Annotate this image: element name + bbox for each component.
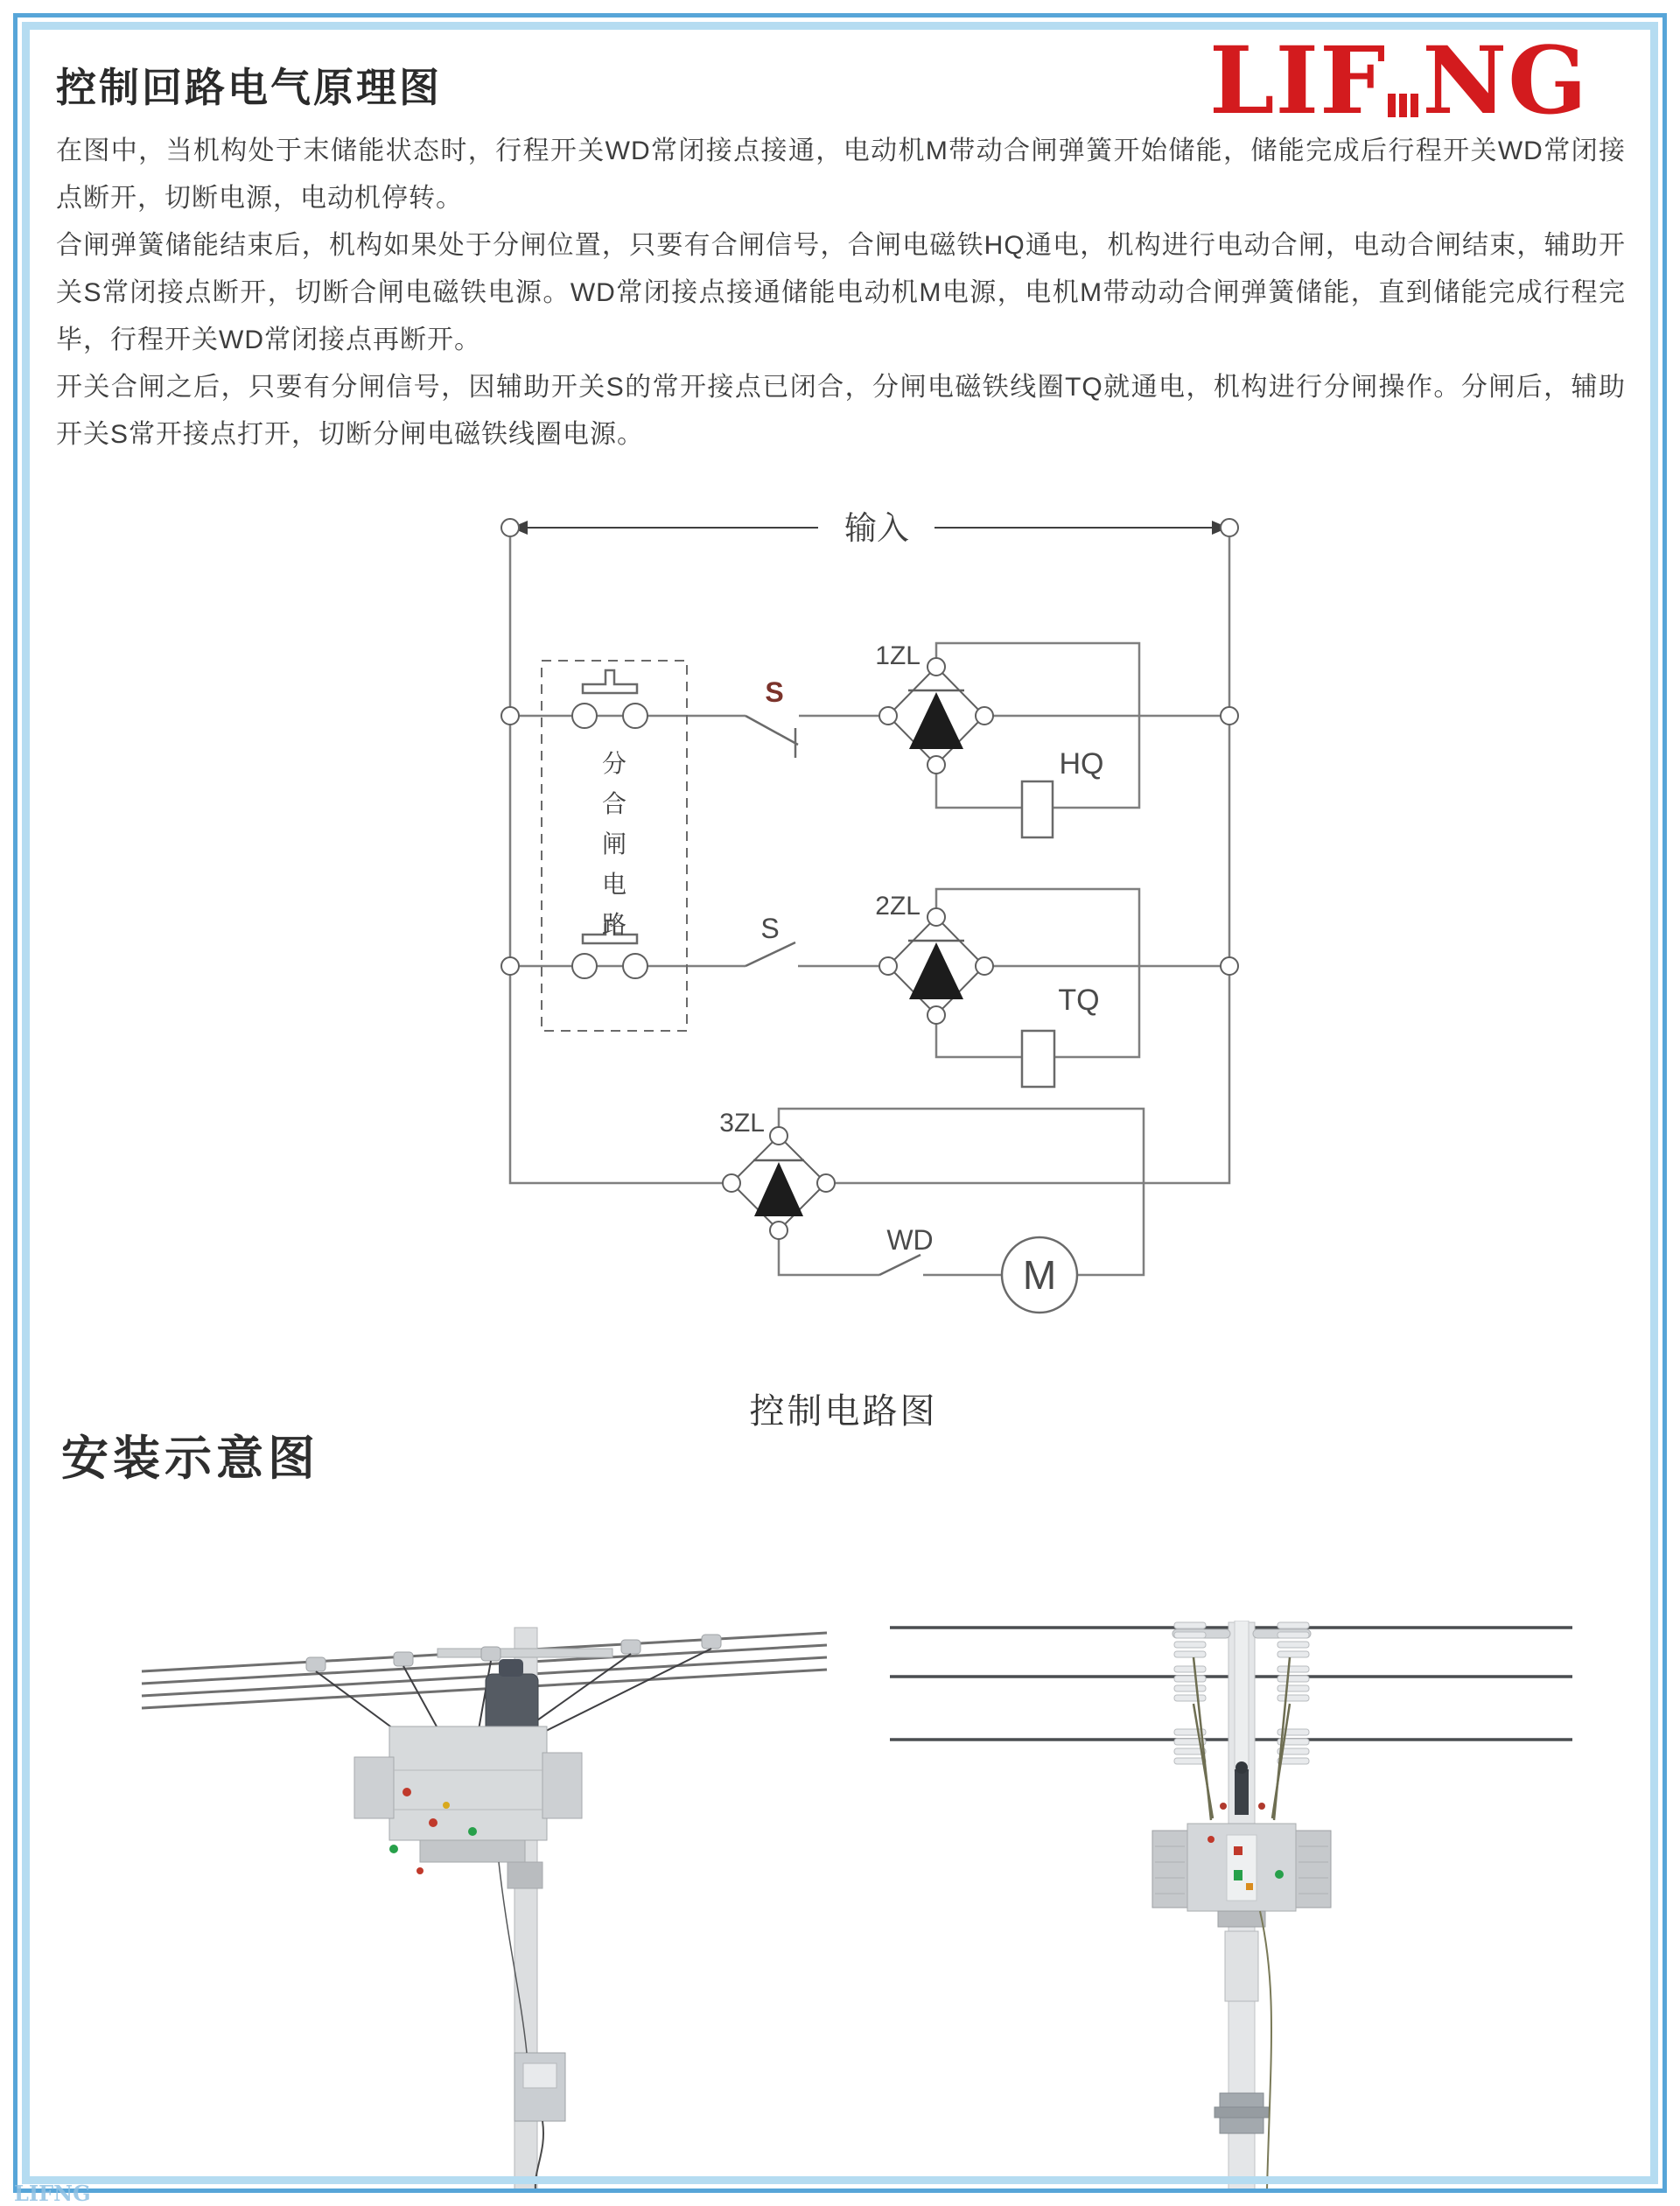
travel-switch-label: WD — [886, 1224, 934, 1256]
logo-text-right: NG — [1422, 25, 1588, 135]
pole-top-channel — [1235, 1621, 1249, 1771]
box-char-4: 电 — [601, 871, 627, 898]
bridge-1zl-label: 1ZL — [875, 641, 920, 670]
pushbutton-1-actuator — [583, 670, 637, 693]
section-title-installation: 安装示意图 — [61, 1432, 319, 1485]
diagram-caption: 控制电路图 — [749, 1392, 938, 1431]
circuit-wires — [510, 537, 1229, 1275]
input-label: 输入 — [844, 510, 909, 546]
switch-wd — [879, 1255, 920, 1275]
box-char-1: 分 — [601, 750, 627, 777]
bushing-right — [1235, 1769, 1249, 1815]
coil-tq-label: TQ — [1058, 984, 1100, 1017]
box-char-5: 路 — [601, 911, 627, 938]
coil-tq — [1022, 1031, 1054, 1087]
motor-label: M — [1022, 1252, 1057, 1298]
bridge-2zl — [888, 917, 984, 1015]
bridge-3zl-label: 3ZL — [719, 1109, 765, 1138]
installation-photo-left — [131, 1626, 831, 2190]
paragraph-3: 开关合闸之后，只要有分闸信号，因辅助开关S的常开接点已闭合，分闸电磁铁线圈TQ就通电，机构进行分闸操作。分闸后，辅助开关S常开接点打开，切断分闸电磁铁线圈电源。 — [56, 373, 1626, 449]
brand-logo — [1209, 25, 1588, 135]
bridge-2zl-label: 2ZL — [875, 892, 920, 921]
coil-hq-label: HQ — [1059, 747, 1104, 781]
bridge-3zl — [732, 1136, 826, 1230]
crossarm-left — [438, 1649, 612, 1657]
paragraph-2: 合闸弹簧储能结束后，机构如果处于分闸位置，只要有合闸信号，合闸电磁铁HQ通电，机构进行电动合闸，电动合闸结束，辅助开关S常闭接点断开，切断合闸电磁铁电源。WD常闭接点接通储能电动机M电源，电机M带动动合闸弹簧储能，直到储能完成行程完毕，行程开关WD常闭接点再断开。 — [56, 231, 1626, 354]
box-char-3: 闸 — [601, 830, 627, 858]
bushing-cap — [1236, 1761, 1248, 1774]
switch-s1-label: S — [765, 676, 784, 708]
intro-text — [56, 128, 1626, 459]
box-char-2: 合 — [601, 790, 627, 817]
bridge-1zl — [888, 667, 984, 765]
page-title: 控制回路电气原理图 — [56, 65, 442, 110]
logo-text-left: LIF — [1209, 25, 1387, 135]
logo-bars-icon — [1388, 94, 1418, 117]
pole-clamp-flange — [1214, 2107, 1269, 2118]
coil-hq — [1022, 781, 1053, 837]
pole-sleeve-right — [1225, 1931, 1258, 2001]
switch-s2 — [746, 942, 795, 966]
cable-right — [1260, 1911, 1271, 2189]
switch-s2-label: S — [760, 913, 780, 944]
control-circuit-diagram — [420, 490, 1348, 1470]
installation-photo-right — [886, 1621, 1577, 2189]
switch-s1 — [746, 716, 798, 758]
footer-watermark: LIFNG — [14, 2181, 91, 2206]
paragraph-1: 在图中，当机构处于末储能状态时，行程开关WD常闭接点接通，电动机M带动合闸弹簧开始储能，储能完成后行程开关WD常闭接点断开，切断电源，电动机停转。 — [56, 137, 1626, 213]
meter-window-left — [523, 2063, 556, 2088]
